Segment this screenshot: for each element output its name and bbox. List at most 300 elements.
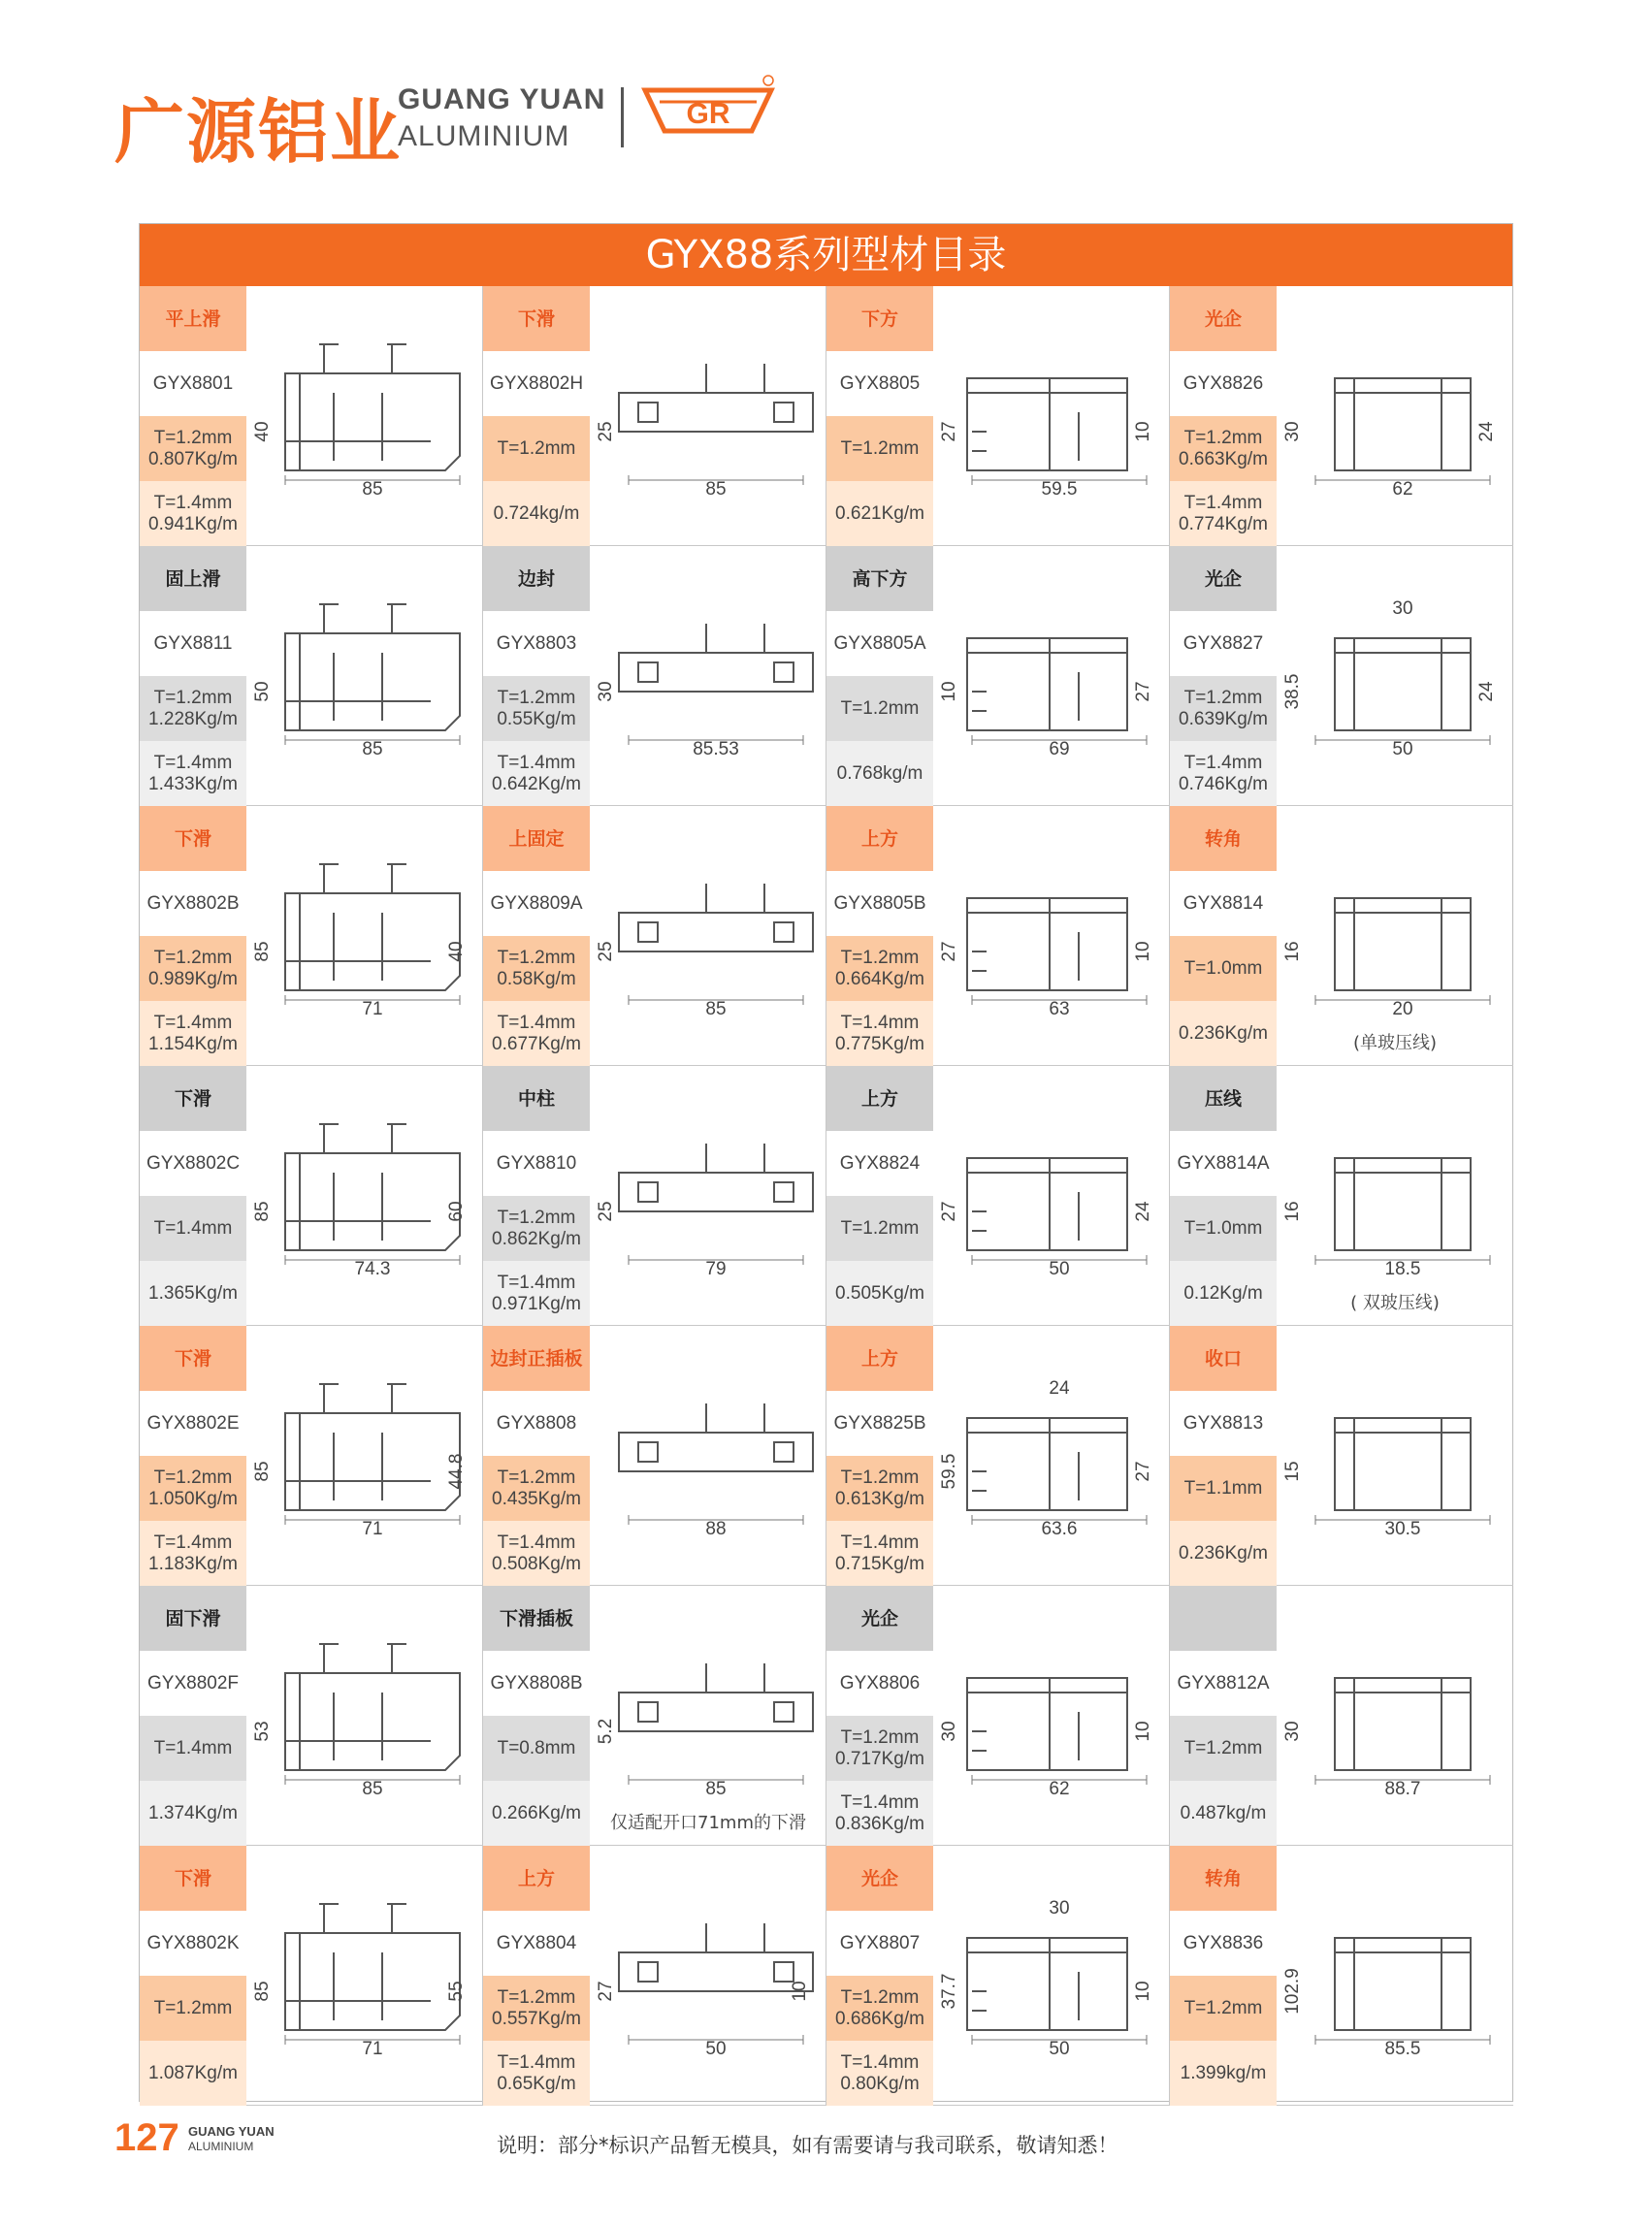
dimension-label: 71: [362, 999, 383, 1019]
dimension-label: 60: [446, 1201, 467, 1222]
profile-drawing: [285, 1644, 460, 1770]
profile-spec-weight: 0.236Kg/m: [1170, 1521, 1277, 1586]
profile-drawing: [619, 884, 813, 951]
profile-drawing: [967, 1158, 1127, 1250]
profile-name: 下滑: [483, 286, 590, 351]
profile-drawing: [967, 638, 1127, 730]
profile-cross-section: [246, 546, 483, 805]
profile-cell: [140, 806, 483, 1066]
profile-drawing: [285, 1384, 460, 1510]
profile-cell: [826, 806, 1170, 1066]
profile-spec-thickness: T=1.2mm: [826, 416, 933, 481]
profile-code: GYX8808: [483, 1391, 590, 1456]
profile-info: [140, 806, 246, 1065]
profile-cell: [1170, 1846, 1513, 2106]
dimension-label: 74.3: [354, 1259, 391, 1279]
profile-cross-section: [1277, 1586, 1513, 1845]
dimension-label: 53: [252, 1721, 273, 1742]
profile-name: 上方: [826, 1066, 933, 1131]
profile-note: (单玻压线): [1352, 1033, 1438, 1053]
profile-drawing: [967, 378, 1127, 470]
profile-cross-section: [933, 1066, 1170, 1325]
dimension-label: 85: [252, 1461, 273, 1482]
profile-spec-weight: 1.365Kg/m: [140, 1261, 246, 1326]
dimension-label: 50: [1392, 739, 1413, 759]
profile-cell: [483, 546, 826, 806]
profile-name: 下滑插板: [483, 1586, 590, 1651]
profile-drawing: [967, 1678, 1127, 1770]
dimension-label: 24: [1476, 421, 1497, 442]
dimension-label: 16: [1282, 1201, 1303, 1222]
profile-spec-thickness: T=0.8mm: [483, 1716, 590, 1781]
profile-spec-weight: 1.374Kg/m: [140, 1781, 246, 1846]
profile-code: GYX8807: [826, 1911, 933, 1976]
profile-cell: [1170, 286, 1513, 546]
profile-info: [140, 286, 246, 545]
profile-code: GYX8805: [826, 351, 933, 416]
profile-info: [826, 1326, 933, 1585]
dimension-label: 27: [1133, 1461, 1153, 1482]
header-divider: [621, 87, 624, 147]
profile-info: [826, 1066, 933, 1325]
profile-info: [826, 546, 933, 805]
dimension-label: 24: [1049, 1378, 1070, 1399]
profile-cross-section: [246, 1846, 483, 2105]
profile-drawing: [1335, 1938, 1471, 2030]
profile-cross-section: [933, 546, 1170, 805]
profile-spec-thickness: T=1.2mm 1.228Kg/m: [140, 676, 246, 741]
dimension-label: 79: [705, 1259, 727, 1279]
footer-note: 说明：部分*标识产品暂无模具，如有需要请与我司联系，敬请知悉！: [497, 2134, 1118, 2157]
profile-code: GYX8814A: [1170, 1131, 1277, 1196]
profile-spec-thickness: T=1.2mm 0.613Kg/m: [826, 1456, 933, 1521]
profile-spec-thickness: T=1.2mm 0.639Kg/m: [1170, 676, 1277, 741]
dimension-label: 18.5: [1384, 1259, 1421, 1279]
profile-spec-weight: T=1.4mm 1.183Kg/m: [140, 1521, 246, 1586]
profile-cell: [140, 1066, 483, 1326]
profile-info: [483, 286, 590, 545]
profile-cell: [483, 286, 826, 546]
dimension-label: 85: [362, 1779, 383, 1799]
profile-code: GYX8808B: [483, 1651, 590, 1716]
profile-name: 光企: [1170, 286, 1277, 351]
dimension-label: 63: [1049, 999, 1070, 1019]
dimension-label: 27: [1133, 681, 1153, 702]
profile-spec-thickness: T=1.2mm: [483, 416, 590, 481]
profile-code: GYX8802C: [140, 1131, 246, 1196]
profile-cell: [826, 1586, 1170, 1846]
profile-spec-weight: 0.266Kg/m: [483, 1781, 590, 1846]
profile-cross-section: [933, 1326, 1170, 1585]
profile-info: [140, 1066, 246, 1325]
profile-name: 光企: [826, 1586, 933, 1651]
profile-spec-weight: 0.768kg/m: [826, 741, 933, 806]
profile-info: [140, 546, 246, 805]
profile-drawing: [619, 1403, 813, 1471]
profile-cross-section: [590, 546, 826, 805]
profile-code: GYX8803: [483, 611, 590, 676]
profile-cross-section: [1277, 1326, 1513, 1585]
profile-drawing: [285, 1124, 460, 1250]
profile-spec-thickness: T=1.2mm 1.050Kg/m: [140, 1456, 246, 1521]
profile-code: GYX8805B: [826, 871, 933, 936]
dimension-label: 85.53: [693, 739, 739, 759]
profile-info: [1170, 546, 1277, 805]
profile-drawing: [1335, 898, 1471, 990]
dimension-label: 59.5: [1041, 479, 1078, 500]
dimension-label: 24: [1133, 1201, 1153, 1222]
profile-cell: [483, 1586, 826, 1846]
profile-code: GYX8802B: [140, 871, 246, 936]
profile-cell: [483, 1326, 826, 1586]
profile-spec-weight: 0.724kg/m: [483, 481, 590, 546]
profile-cross-section: [590, 1846, 826, 2105]
profile-spec-thickness: T=1.0mm: [1170, 1196, 1277, 1261]
profile-name: 转角: [1170, 1846, 1277, 1911]
dimension-label: 62: [1392, 479, 1413, 500]
profile-name: [1170, 1586, 1277, 1651]
page-header: [0, 0, 1652, 194]
profile-info: [140, 1586, 246, 1845]
profile-spec-weight: T=1.4mm 1.154Kg/m: [140, 1001, 246, 1066]
profile-spec-thickness: T=1.2mm 0.55Kg/m: [483, 676, 590, 741]
profile-cell: [1170, 1066, 1513, 1326]
profile-cross-section: [1277, 286, 1513, 545]
profile-info: [1170, 1846, 1277, 2105]
profile-code: GYX8814: [1170, 871, 1277, 936]
profile-name: 光企: [826, 1846, 933, 1911]
dimension-label: 25: [596, 421, 616, 442]
dimension-label: 5.2: [596, 1718, 616, 1745]
profile-code: GYX8801: [140, 351, 246, 416]
dimension-label: 27: [939, 941, 959, 962]
profile-name: 下滑: [140, 1846, 246, 1911]
profile-drawing: [967, 1418, 1127, 1510]
profile-info: [483, 1066, 590, 1325]
profile-catalog-table: [139, 223, 1513, 2102]
profile-code: GYX8826: [1170, 351, 1277, 416]
profile-name: 高下方: [826, 546, 933, 611]
dimension-label: 85: [252, 941, 273, 962]
profile-name: 下滑: [140, 1066, 246, 1131]
profile-spec-thickness: T=1.2mm 0.58Kg/m: [483, 936, 590, 1001]
profile-code: GYX8802F: [140, 1651, 246, 1716]
dimension-label: 71: [362, 1519, 383, 1539]
profile-cell: [826, 1846, 1170, 2106]
profile-cross-section: [246, 1066, 483, 1325]
profile-spec-thickness: T=1.4mm: [140, 1196, 246, 1261]
profile-cross-section: [1277, 1066, 1513, 1325]
profile-drawing: [619, 1144, 813, 1211]
profile-name: 边封: [483, 546, 590, 611]
profile-spec-weight: T=1.4mm 0.746Kg/m: [1170, 741, 1277, 806]
profile-info: [483, 1586, 590, 1845]
profile-info: [483, 546, 590, 805]
profile-drawing: [619, 1663, 813, 1731]
profile-info: [1170, 806, 1277, 1065]
dimension-label: 88: [705, 1519, 727, 1539]
dimension-label: 85: [362, 739, 383, 759]
dimension-label: 30: [1049, 1898, 1070, 1919]
profile-cross-section: [590, 806, 826, 1065]
dimension-label: 27: [939, 1201, 959, 1222]
profile-code: GYX8804: [483, 1911, 590, 1976]
profile-spec-weight: 0.621Kg/m: [826, 481, 933, 546]
profile-drawing: [1335, 1418, 1471, 1510]
dimension-label: 25: [596, 941, 616, 962]
profile-cross-section: [933, 1586, 1170, 1845]
profile-spec-weight: T=1.4mm 0.80Kg/m: [826, 2041, 933, 2106]
profile-cross-section: [590, 1326, 826, 1585]
profile-name: 上方: [826, 1326, 933, 1391]
profile-cell: [1170, 1586, 1513, 1846]
profile-drawing: [1335, 1678, 1471, 1770]
profile-spec-weight: T=1.4mm 0.508Kg/m: [483, 1521, 590, 1586]
profile-cross-section: [933, 806, 1170, 1065]
profile-info: [1170, 1066, 1277, 1325]
dimension-label: 27: [939, 421, 959, 442]
profile-drawing: [285, 1904, 460, 2030]
dimension-label: 16: [1282, 941, 1303, 962]
dimension-label: 10: [939, 681, 959, 702]
dimension-label: 59.5: [939, 1453, 959, 1490]
dimension-label: 30: [1282, 1721, 1303, 1742]
profile-spec-weight: T=1.4mm 0.775Kg/m: [826, 1001, 933, 1066]
profile-spec-thickness: T=1.2mm: [1170, 1976, 1277, 2041]
profile-spec-thickness: T=1.2mm 0.686Kg/m: [826, 1976, 933, 2041]
profile-cross-section: [933, 1846, 1170, 2105]
dimension-label: 85.5: [1384, 2039, 1421, 2059]
profile-name: 压线: [1170, 1066, 1277, 1131]
profile-info: [140, 1326, 246, 1585]
dimension-label: 10: [1133, 1721, 1153, 1742]
dimension-label: 10: [1133, 421, 1153, 442]
brand-name-cn: 广源铝业: [114, 91, 403, 173]
dimension-label: 20: [1392, 999, 1413, 1019]
dimension-label: 30: [596, 681, 616, 702]
profile-cross-section: [246, 1326, 483, 1585]
profile-cross-section: [246, 1586, 483, 1845]
dimension-label: 44.8: [446, 1453, 467, 1490]
profile-code: GYX8825B: [826, 1391, 933, 1456]
profile-cell: [826, 1326, 1170, 1586]
profile-cell: [140, 286, 483, 546]
dimension-label: 30: [1282, 421, 1303, 442]
profile-info: [1170, 1586, 1277, 1845]
profile-info: [1170, 1326, 1277, 1585]
profile-drawing: [1335, 1158, 1471, 1250]
profile-spec-thickness: T=1.2mm: [826, 676, 933, 741]
profile-cell: [826, 286, 1170, 546]
profile-code: GYX8836: [1170, 1911, 1277, 1976]
profile-name: 固下滑: [140, 1586, 246, 1651]
dimension-label: 71: [362, 2039, 383, 2059]
dimension-label: 85: [252, 1981, 273, 2002]
profile-drawing: [967, 898, 1127, 990]
profile-spec-weight: 0.12Kg/m: [1170, 1261, 1277, 1326]
dimension-label: 24: [1476, 681, 1497, 702]
profile-name: 上固定: [483, 806, 590, 871]
profile-cross-section: [590, 1066, 826, 1325]
profile-cell: [1170, 546, 1513, 806]
profile-spec-weight: 1.399kg/m: [1170, 2041, 1277, 2106]
profile-cell: [483, 1846, 826, 2106]
dimension-label: 88.7: [1384, 1779, 1421, 1799]
dimension-label: 50: [1049, 1259, 1070, 1279]
profile-cell: [826, 546, 1170, 806]
profile-spec-weight: 0.487kg/m: [1170, 1781, 1277, 1846]
profile-cross-section: [590, 286, 826, 545]
dimension-label: 38.5: [1282, 673, 1303, 710]
profile-spec-thickness: T=1.2mm: [826, 1196, 933, 1261]
profile-info: [826, 1586, 933, 1845]
profile-code: GYX8810: [483, 1131, 590, 1196]
profile-name: 光企: [1170, 546, 1277, 611]
profile-info: [826, 806, 933, 1065]
dimension-label: 85: [705, 479, 727, 500]
profile-drawing: [619, 624, 813, 692]
profile-drawing: [1335, 378, 1471, 470]
profile-spec-thickness: T=1.4mm: [140, 1716, 246, 1781]
profile-spec-weight: 0.236Kg/m: [1170, 1001, 1277, 1066]
profile-spec-weight: T=1.4mm 0.836Kg/m: [826, 1781, 933, 1846]
dimension-label: 30: [939, 1721, 959, 1742]
profile-code: GYX8824: [826, 1131, 933, 1196]
profile-note: ( 双玻压线): [1350, 1293, 1440, 1313]
dimension-label: 55: [446, 1981, 467, 2002]
profile-spec-thickness: T=1.2mm 0.663Kg/m: [1170, 416, 1277, 481]
profile-spec-weight: T=1.4mm 0.774Kg/m: [1170, 481, 1277, 546]
dimension-label: 69: [1049, 739, 1070, 759]
profile-info: [826, 286, 933, 545]
profile-spec-weight: T=1.4mm 0.65Kg/m: [483, 2041, 590, 2106]
profile-drawing: [967, 1938, 1127, 2030]
profile-code: GYX8802K: [140, 1911, 246, 1976]
profile-name: 转角: [1170, 806, 1277, 871]
page-number: 127: [114, 2116, 179, 2159]
dimension-label: 63.6: [1041, 1519, 1078, 1539]
profile-cross-section: [246, 806, 483, 1065]
profile-spec-thickness: T=1.2mm 0.807Kg/m: [140, 416, 246, 481]
profile-spec-weight: 0.505Kg/m: [826, 1261, 933, 1326]
profile-note: 仅适配开口71mm的下滑: [610, 1813, 806, 1833]
dimension-label: 30: [1392, 598, 1413, 619]
profile-cell: [1170, 806, 1513, 1066]
profile-name: 中柱: [483, 1066, 590, 1131]
profile-spec-thickness: T=1.2mm 0.435Kg/m: [483, 1456, 590, 1521]
profile-cross-section: [1277, 1846, 1513, 2105]
profile-spec-weight: T=1.4mm 0.677Kg/m: [483, 1001, 590, 1066]
dimension-label: 10: [1133, 1981, 1153, 2002]
profile-cross-section: [1277, 806, 1513, 1065]
dimension-label: 10: [1133, 941, 1153, 962]
footer-brand-en: GUANG YUAN: [188, 2124, 275, 2139]
profile-code: GYX8813: [1170, 1391, 1277, 1456]
svg-text:GR: GR: [686, 98, 730, 130]
profile-cell: [483, 806, 826, 1066]
dimension-label: 25: [596, 1201, 616, 1222]
profile-spec-thickness: T=1.2mm 0.664Kg/m: [826, 936, 933, 1001]
catalog-title: GYX88系列型材目录: [140, 224, 1512, 286]
profile-cell: [1170, 1326, 1513, 1586]
profile-cell: [140, 1846, 483, 2106]
profile-spec-thickness: T=1.2mm: [140, 1976, 246, 2041]
profile-name: 固上滑: [140, 546, 246, 611]
profile-cell: [140, 546, 483, 806]
profile-spec-weight: T=1.4mm 0.642Kg/m: [483, 741, 590, 806]
profile-code: GYX8827: [1170, 611, 1277, 676]
profile-cell: [140, 1326, 483, 1586]
profile-name: 下方: [826, 286, 933, 351]
dimension-label: 10: [790, 1981, 810, 2002]
profile-spec-weight: T=1.4mm 1.433Kg/m: [140, 741, 246, 806]
profile-drawing: [1335, 638, 1471, 730]
profile-info: [483, 806, 590, 1065]
profile-spec-thickness: T=1.2mm 0.717Kg/m: [826, 1716, 933, 1781]
profile-name: 收口: [1170, 1326, 1277, 1391]
profile-drawing: [285, 344, 460, 470]
profile-cross-section: [246, 286, 483, 545]
profile-spec-weight: 1.087Kg/m: [140, 2041, 246, 2106]
profile-cell: [483, 1066, 826, 1326]
profile-drawing: [619, 364, 813, 432]
profile-code: GYX8809A: [483, 871, 590, 936]
profile-info: [826, 1846, 933, 2105]
dimension-label: 62: [1049, 1779, 1070, 1799]
footer-brand-subtitle: ALUMINIUM: [188, 2140, 254, 2153]
profile-spec-thickness: T=1.2mm: [1170, 1716, 1277, 1781]
profile-code: GYX8812A: [1170, 1651, 1277, 1716]
profile-spec-thickness: T=1.2mm 0.989Kg/m: [140, 936, 246, 1001]
profile-cell: [140, 1586, 483, 1846]
profile-info: [1170, 286, 1277, 545]
dimension-label: 40: [446, 941, 467, 962]
dimension-label: 85: [705, 1779, 727, 1799]
profile-info: [140, 1846, 246, 2105]
dimension-label: 37.7: [939, 1973, 959, 2010]
profile-cross-section: [933, 286, 1170, 545]
dimension-label: 50: [252, 681, 273, 702]
profile-code: GYX8802H: [483, 351, 590, 416]
profile-drawing: [285, 604, 460, 730]
dimension-label: 15: [1282, 1461, 1303, 1482]
dimension-label: 50: [1049, 2039, 1070, 2059]
profile-spec-weight: T=1.4mm 0.971Kg/m: [483, 1261, 590, 1326]
profile-code: GYX8805A: [826, 611, 933, 676]
profile-spec-thickness: T=1.0mm: [1170, 936, 1277, 1001]
profile-code: GYX8802E: [140, 1391, 246, 1456]
profile-cross-section: [1277, 546, 1513, 805]
profile-drawing: [285, 864, 460, 990]
profile-info: [483, 1846, 590, 2105]
profile-code: GYX8811: [140, 611, 246, 676]
profile-name: 边封正插板: [483, 1326, 590, 1391]
dimension-label: 85: [252, 1201, 273, 1222]
profile-spec-thickness: T=1.2mm 0.557Kg/m: [483, 1976, 590, 2041]
profile-code: GYX8806: [826, 1651, 933, 1716]
profile-spec-thickness: T=1.2mm 0.862Kg/m: [483, 1196, 590, 1261]
dimension-label: 50: [705, 2039, 727, 2059]
brand-name-en: GUANG YUAN: [398, 83, 606, 115]
dimension-label: 85: [362, 479, 383, 500]
gr-logo-icon: [640, 73, 776, 150]
dimension-label: 40: [252, 421, 273, 442]
dimension-label: 85: [705, 999, 727, 1019]
profile-cross-section: [590, 1586, 826, 1845]
profile-spec-weight: T=1.4mm 0.941Kg/m: [140, 481, 246, 546]
profile-name: 上方: [483, 1846, 590, 1911]
profile-spec-thickness: T=1.1mm: [1170, 1456, 1277, 1521]
